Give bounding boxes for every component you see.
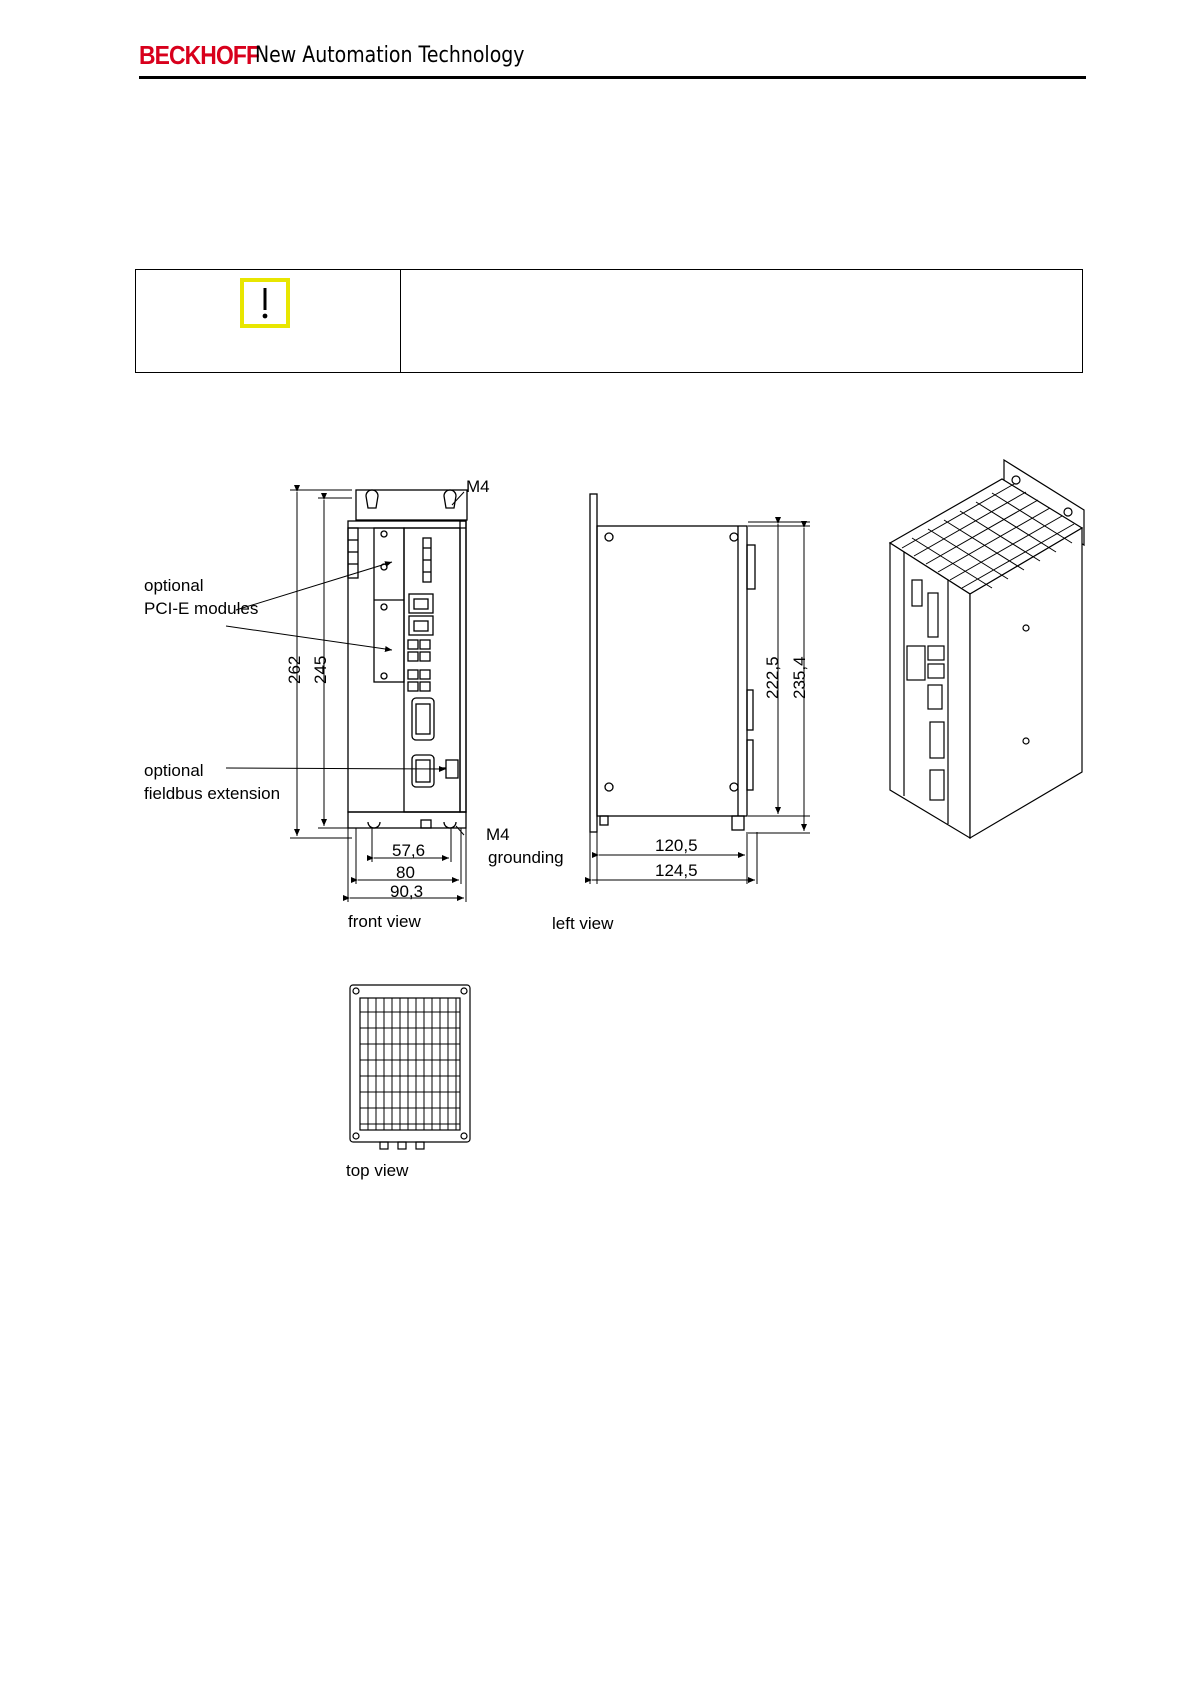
caption-left-view: left view: [552, 914, 614, 933]
caption-front-view: front view: [348, 912, 421, 931]
dim-height-245: 245: [311, 655, 330, 684]
left-view-drawing: [590, 494, 755, 832]
callout-grounding: grounding: [488, 848, 564, 867]
front-view-drawing: [348, 490, 467, 828]
dim-width-57-6: 57,6: [392, 841, 426, 860]
callout-m4-top: M4: [466, 477, 490, 496]
callout-fieldbus-line1: optional: [144, 761, 204, 780]
dim-depth-124-5: 124,5: [655, 861, 698, 880]
callout-pcie-line2: PCI-E modules: [144, 599, 259, 618]
dim-height-235-4: 235,4: [790, 656, 809, 699]
isometric-view-drawing: [890, 460, 1084, 838]
dim-width-80: 80: [396, 863, 415, 882]
callout-m4-bottom: M4: [486, 825, 510, 844]
dim-depth-120-5: 120,5: [655, 836, 698, 855]
dim-height-222-5: 222,5: [763, 656, 782, 699]
top-view-vent-grid: [360, 998, 460, 1130]
brand-tagline: New Automation Technology: [255, 43, 525, 68]
callout-fieldbus-line2: fieldbus extension: [144, 784, 281, 803]
dim-width-90-3: 90,3: [390, 882, 424, 901]
dim-height-262: 262: [285, 655, 304, 684]
brand-logo: BECKHOFF: [139, 40, 260, 70]
caption-top-view: top view: [346, 1161, 409, 1180]
callout-pcie-line1: optional: [144, 576, 204, 595]
